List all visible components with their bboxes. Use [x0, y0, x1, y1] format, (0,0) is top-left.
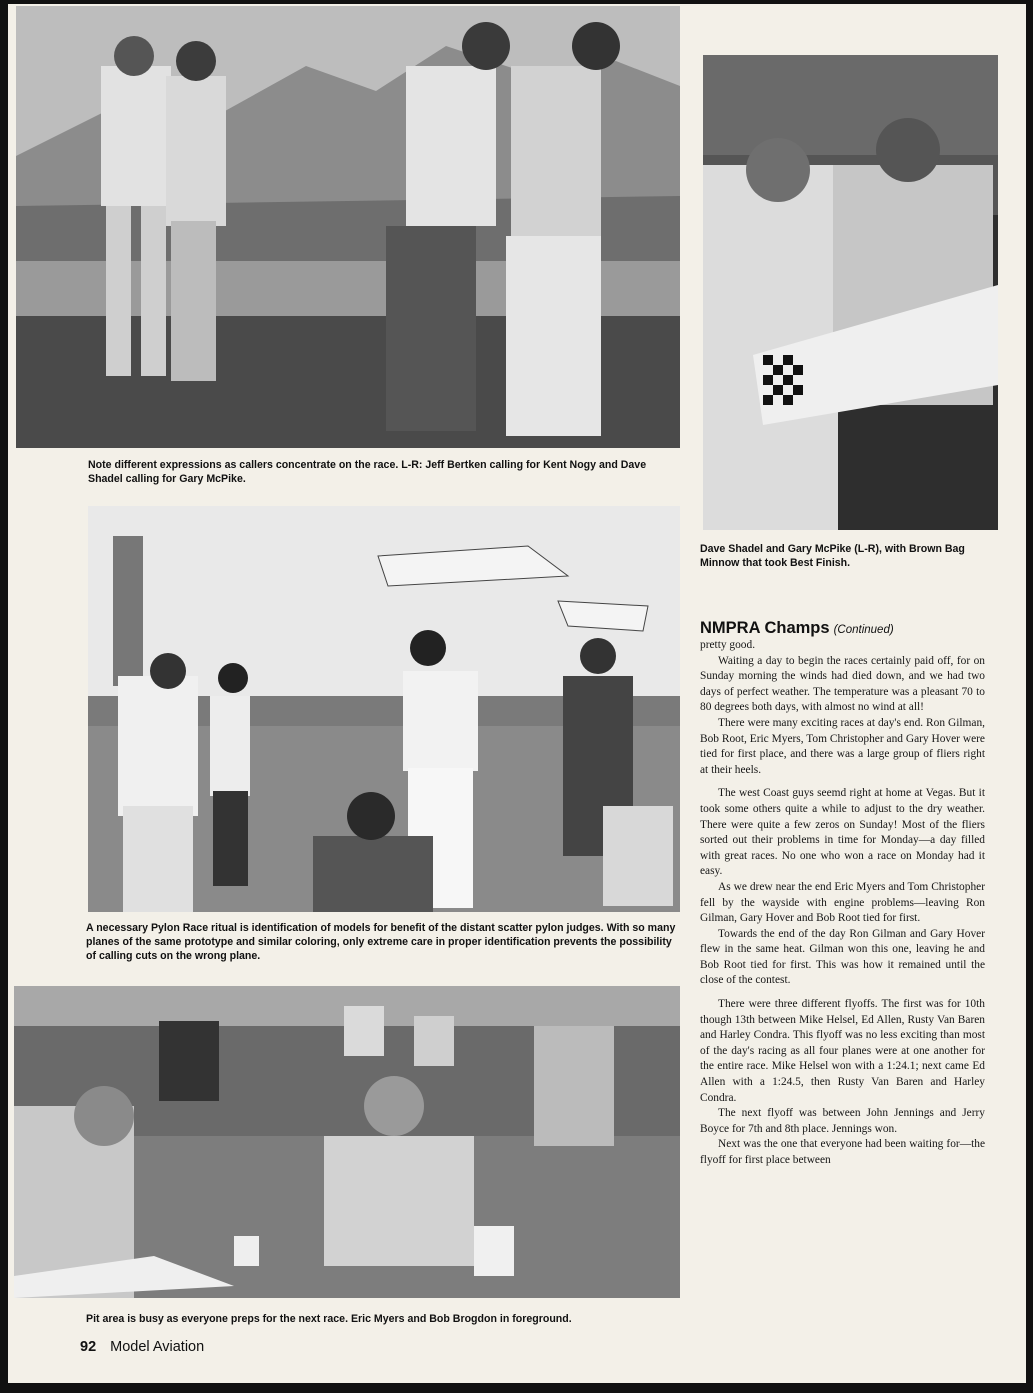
magazine-name: Model Aviation	[110, 1339, 205, 1355]
article-paragraph: There were many exciting races at day's end. Ron Gilman, Bob Root, Eric Myers, Tom Christopher and Gary Hover were tied for first place, and there was a large group of fliers right at their heels.	[700, 716, 985, 776]
caption-callers: Note different expressions as callers concentrate on the race. L-R: Jeff Bertken calling for Kent Nogy and Dave Shadel calling for Gary McPike.	[88, 459, 647, 485]
page-number: 92	[80, 1339, 97, 1355]
photo-pit-area	[14, 986, 680, 1298]
article-body	[700, 638, 985, 1169]
article-paragraph: pretty good.	[700, 639, 756, 651]
article-paragraph: Towards the end of the day Ron Gilman and Gary Hover flew in the same heat. Gilman won this one, leaving he and Bob Root tied for first. This was how it remained until the close of the contest.	[700, 927, 985, 987]
page-edge-right	[1026, 0, 1033, 1393]
photo-model-identification	[88, 506, 680, 912]
photo-callers	[16, 6, 680, 448]
page-footer	[80, 1339, 204, 1355]
article-paragraph: There were three different flyoffs. The first was for 10th though 13th between Mike Helsel, Ed Allen, Rusty Van Baren and Harley Condra. This flyoff was no less exciting than most of the day's racing as all four planes were at one another for the entire race. Mike Helsel won with a 1:24.1; next came Ed Allen with a 1:24.5, then Rusty Van Baren and Harley Condra.	[700, 998, 985, 1104]
article-paragraph: Next was the one that everyone had been waiting for—the flyoff for first place between	[700, 1138, 985, 1166]
article-title: NMPRA Champs	[700, 619, 830, 637]
article-paragraph: The west Coast guys seemd right at home at Vegas. But it took some others quite a while to adjust to the dry weather. There were quite a few zeros on Sunday! Most of the fliers sorted out their problems in time for Monday—a day filled with great races. No one who won a race on Monday had it easy.	[700, 787, 985, 878]
article-heading	[700, 619, 894, 638]
caption-shadel-mcpike: Dave Shadel and Gary McPike (L-R), with Brown Bag Minnow that took Best Finish.	[700, 543, 965, 569]
article-paragraph: Waiting a day to begin the races certainly paid off, for on Sunday morning the winds had died down, and we had two days of perfect weather. The temperature was a pleasant 70 to 80 degrees both days, with almost no wind at all!	[700, 654, 985, 714]
article-paragraph: As we drew near the end Eric Myers and Tom Christopher fell by the wayside with engine problems—leaving Ron Gilman, Gary Hover and Bob Root tied for first.	[700, 880, 985, 925]
photo-shadel-mcpike	[703, 55, 998, 530]
page-edge-top	[0, 0, 1033, 4]
page-edge-left	[0, 0, 8, 1393]
caption-pit-area: Pit area is busy as everyone preps for the next race. Eric Myers and Bob Brogdon in foreground.	[86, 1313, 572, 1325]
caption-model-identification: A necessary Pylon Race ritual is identification of models for benefit of the distant scatter pylon judges. With so many planes of the same prototype and similar coloring, only extreme care in proper identification prevents the possibility of calling cuts on the wrong plane.	[86, 922, 676, 962]
page-edge-bottom	[0, 1383, 1033, 1393]
continued-label: (Continued)	[833, 624, 894, 636]
article-paragraph: The next flyoff was between John Jennings and Jerry Boyce for 7th and 8th place. Jennings won.	[700, 1107, 985, 1135]
